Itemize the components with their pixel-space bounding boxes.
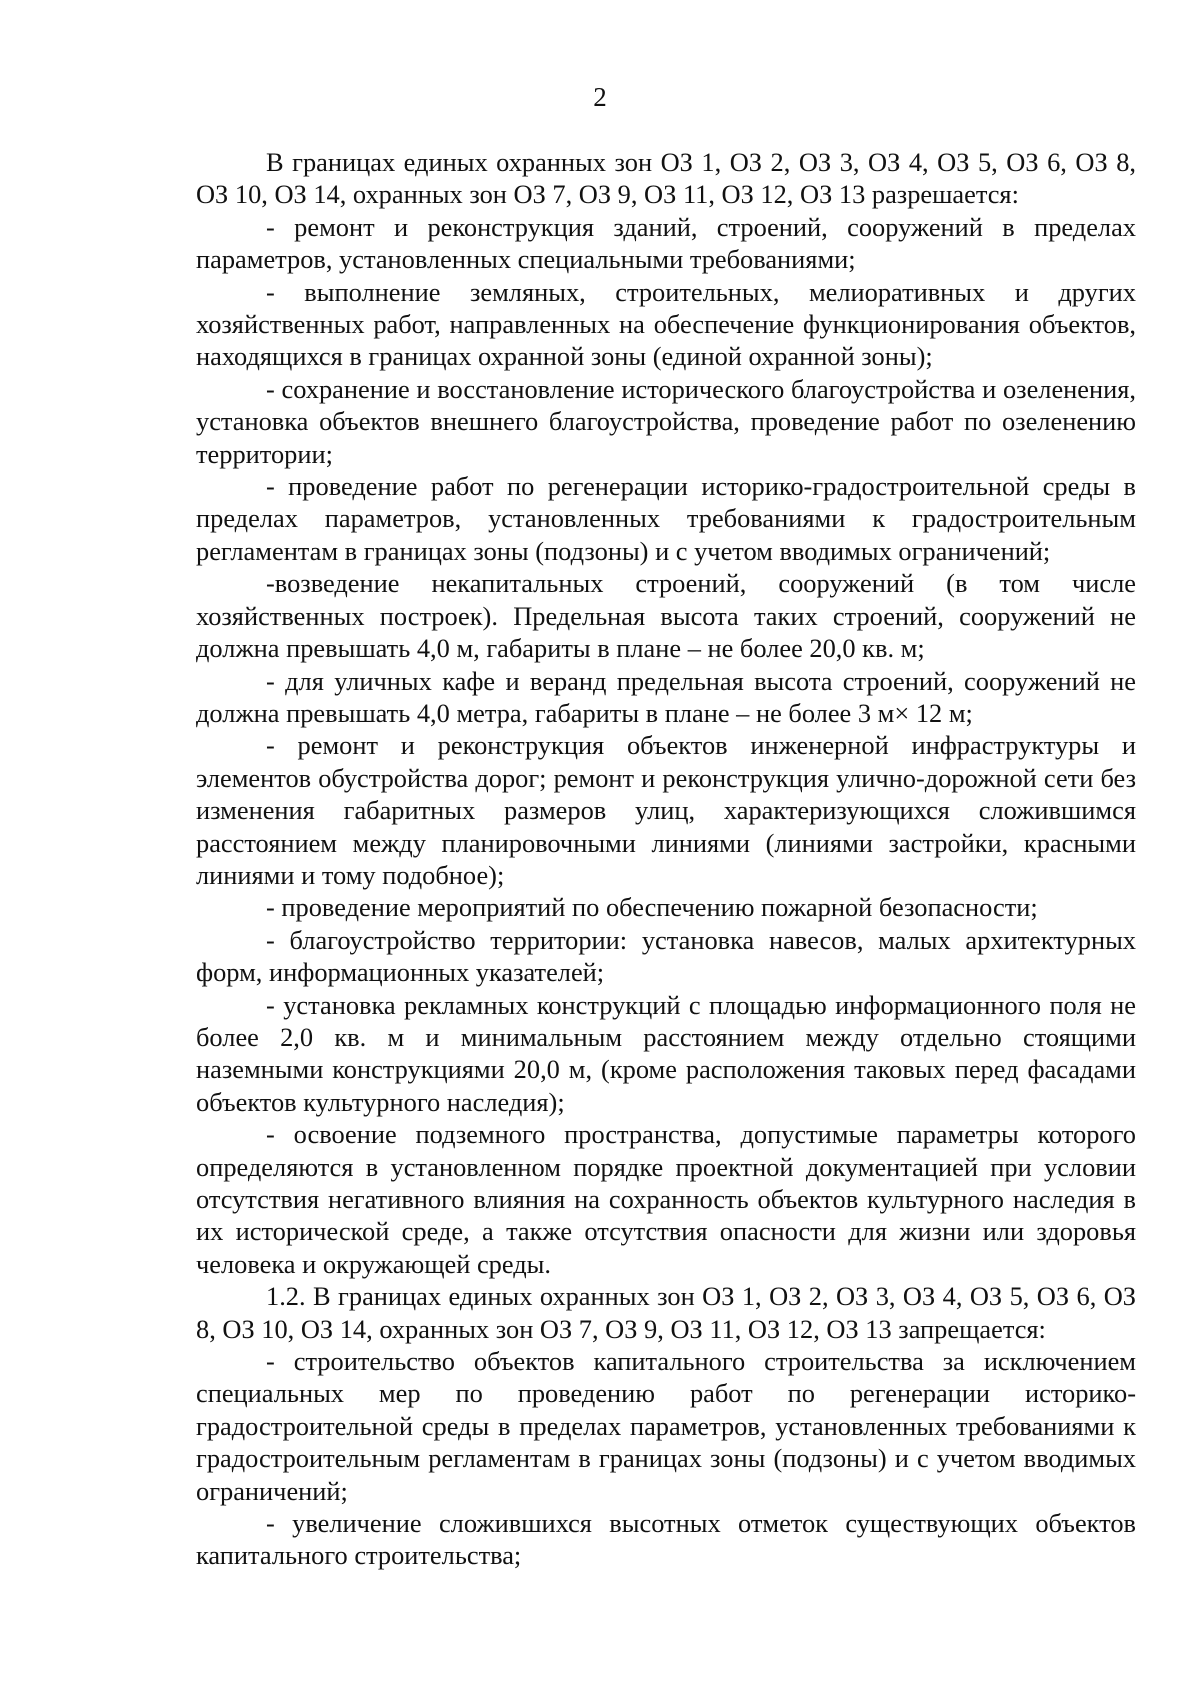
list-item: - сохранение и восстановление исторического благоустройства и озеленения, установка объектов внешнего благоустройства, проведение работ по озеленению территории; [196,373,1136,469]
paragraph-permitted-intro: В границах единых охранных зон ОЗ 1, ОЗ 2, ОЗ 3, ОЗ 4, ОЗ 5, ОЗ 6, ОЗ 8, ОЗ 10, ОЗ 14, охранных зон ОЗ 7, ОЗ 9, ОЗ 11, ОЗ 12, ОЗ 13 разрешается: [196,147,1136,210]
list-item: - для уличных кафе и веранд предельная высота строений, сооружений не должна превышать 4,0 метра, габариты в плане – не более 3 м× 12 м; [196,665,1136,728]
list-item: - строительство объектов капитального строительства за исключением специальных мер по проведению работ по регенерации историко-градостроительной среды в пределах параметров, установленных требованиями к градостроительным регламентам в границах зоны (подзоны) и с учетом вводимых ограничений; [196,1346,1136,1506]
list-item: -возведение некапитальных строений, сооружений (в том числе хозяйственных построек). Предельная высота таких строений, сооружений не должна превышать 4,0 м, габариты в плане – не более 20,0 кв. м; [196,568,1136,664]
list-item: - проведение работ по регенерации историко-градостроительной среды в пределах параметров, установленных требованиями к градостроительным регламентам в границах зоны (подзоны) и с учетом вводимых ограничений; [196,471,1136,566]
section-heading-prohibited: 1.2. В границах единых охранных зон ОЗ 1, ОЗ 2, ОЗ 3, ОЗ 4, ОЗ 5, ОЗ 6, ОЗ 8, ОЗ 10, ОЗ 14, охранных зон ОЗ 7, ОЗ 9, ОЗ 11, ОЗ 12, ОЗ 13 запрещается: [196,1281,1136,1344]
list-item: - ремонт и реконструкция зданий, строений, сооружений в пределах параметров, установленных специальными требованиями; [196,211,1136,275]
list-item: - освоение подземного пространства, допустимые параметры которого определяются в установленном порядке проектной документацией при условии отсутствия негативного влияния на сохранность объектов культурного наследия в их исторической среде, а также отсутствия опасности для жизни или здоровья человека и окружающей среды. [196,1119,1136,1279]
list-item: - выполнение земляных, строительных, мелиоративных и других хозяйственных работ, направленных на обеспечение функционирования объектов, находящихся в границах охранной зоны (единой охранной зоны); [196,276,1136,372]
list-item: - благоустройство территории: установка навесов, малых архитектурных форм, информационных указателей; [196,924,1136,988]
page-number: 2 [593,82,607,112]
list-item: - увеличение сложившихся высотных отметок существующих объектов капитального строительства; [196,1508,1136,1571]
list-item: - ремонт и реконструкция объектов инженерной инфраструктуры и элементов обустройства дорог; ремонт и реконструкция улично-дорожной сети без изменения габаритных размеров улиц, характеризующихся сложившимся расстоянием между планировочными линиями (линиями застройки, красными линиями и тому подобное); [196,730,1136,890]
document-body [196,146,1136,1572]
list-item: - проведение мероприятий по обеспечению пожарной безопасности; [266,892,1038,923]
list-item: - установка рекламных конструкций с площадью информационного поля не более 2,0 кв. м и минимальным расстоянием между отдельно стоящими наземными конструкциями 20,0 м, (кроме расположения таковых перед фасадами объектов культурного наследия); [196,989,1136,1117]
